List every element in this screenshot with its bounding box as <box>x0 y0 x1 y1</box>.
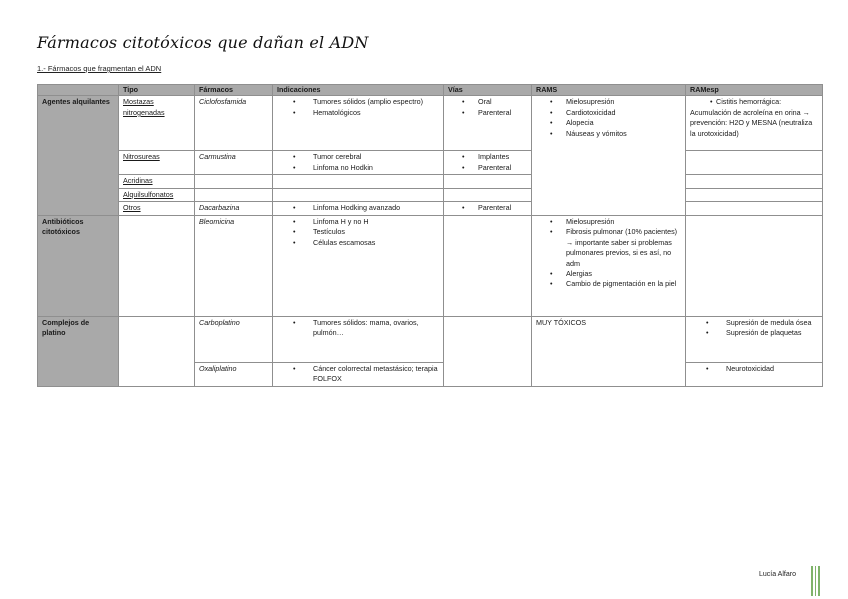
indicaciones-cell <box>273 316 444 362</box>
list-item: • Hematológicos <box>277 108 439 118</box>
ramesp-cell <box>686 188 823 201</box>
table-row <box>38 215 823 316</box>
farmaco-cell: Carmustina <box>195 151 273 175</box>
tipo-cell: Acridinas <box>119 175 195 188</box>
table-row <box>38 202 823 215</box>
green-line <box>815 566 817 596</box>
header-cell <box>38 85 119 96</box>
list-item: • Células escamosas <box>277 238 439 248</box>
table-row <box>38 188 823 201</box>
table-row <box>38 316 823 362</box>
table-row <box>38 175 823 188</box>
list-item: • Alopecia <box>536 118 681 128</box>
author-name: Lucía Alfaro <box>759 571 796 578</box>
vias-cell <box>444 188 532 201</box>
list-item: • Supresión de medula ósea <box>690 318 818 328</box>
list-item: • Parenteral <box>448 203 527 213</box>
ramesp-cell <box>686 202 823 215</box>
list-item: • Alergias <box>536 269 681 279</box>
tipo-cell: Alquilsulfonatos <box>119 188 195 201</box>
ramesp-cell <box>686 316 823 362</box>
vias-cell <box>444 202 532 215</box>
tipo-cell: Nitrosureas <box>119 151 195 175</box>
header-cell: RAMesp <box>686 85 823 96</box>
table-row <box>38 96 823 151</box>
group-label-antibioticos: Antibióticos citotóxicos <box>38 215 119 316</box>
ramesp-cell <box>686 151 823 175</box>
indicaciones-cell <box>273 215 444 316</box>
tipo-cell: Otros <box>119 202 195 215</box>
indicaciones-cell <box>273 362 444 386</box>
list-item: • Neurotoxicidad <box>690 364 818 374</box>
ramesp-text: Acumulación de acroleína en orina → prevención: H2O y MESNA (neutraliza la urotoxicidad) <box>690 107 813 138</box>
farmaco-cell: Ciclofosfamida <box>195 96 273 151</box>
table-header-row <box>38 85 823 96</box>
indicaciones-cell <box>273 202 444 215</box>
farmaco-cell: Dacarbazina <box>195 202 273 215</box>
ramesp-cell <box>686 362 823 386</box>
farmaco-cell: Carboplatino <box>195 316 273 362</box>
indicaciones-cell <box>273 96 444 151</box>
group-label-alquilantes: Agentes alquilantes <box>38 96 119 215</box>
farmaco-cell: Oxaliplatino <box>195 362 273 386</box>
vias-cell <box>444 96 532 151</box>
decorative-green-lines <box>811 566 820 596</box>
list-item: • Linfoma H y no H <box>277 217 439 227</box>
section-subtitle: 1.- Fármacos que fragmentan el ADN <box>37 64 162 73</box>
group-label-platino: Complejos de platino <box>38 316 119 386</box>
list-item: • Cáncer colorrectal metastásico; terapia FOLFOX <box>277 364 439 385</box>
header-cell: Tipo <box>119 85 195 96</box>
ramesp-cell <box>686 175 823 188</box>
ramesp-cell <box>686 215 823 316</box>
page-title: Fármacos citotóxicos que dañan el ADN <box>37 33 369 52</box>
list-item: • Linfoma Hodking avanzado <box>277 203 439 213</box>
list-item: • Mielosupresión <box>536 97 681 107</box>
vias-cell <box>444 151 532 175</box>
green-line <box>811 566 813 596</box>
header-cell: Vías <box>444 85 532 96</box>
list-item: • Mielosupresión <box>536 217 681 227</box>
list-item: • Linfoma no Hodkin <box>277 163 439 173</box>
list-item: • Cambio de pigmentación en la piel <box>536 279 681 289</box>
rams-cell <box>532 96 686 215</box>
list-item: • Tumores sólidos (amplio espectro) <box>277 97 439 107</box>
list-item: • Supresión de plaquetas <box>690 328 818 338</box>
drugs-table <box>37 84 823 387</box>
rams-cell: MUY TÓXICOS <box>532 316 686 386</box>
list-item: • Cistitis hemorrágica: <box>690 97 818 107</box>
vias-cell <box>444 316 532 386</box>
tipo-cell <box>119 316 195 386</box>
farmaco-cell: Bleomicina <box>195 215 273 316</box>
list-item: • Náuseas y vómitos <box>536 129 681 139</box>
list-item: • Fibrosis pulmonar (10% pacientes) → importante saber si problemas pulmonares previos, si es así, no adm <box>536 227 681 269</box>
list-item: • Testículos <box>277 227 439 237</box>
table-row <box>38 151 823 175</box>
list-item: • Tumor cerebral <box>277 152 439 162</box>
header-cell: Indicaciones <box>273 85 444 96</box>
farmaco-cell <box>195 188 273 201</box>
list-item: • Cardiotoxicidad <box>536 108 681 118</box>
tipo-cell <box>119 215 195 316</box>
ramesp-cell <box>686 96 823 151</box>
rams-cell <box>532 215 686 316</box>
indicaciones-cell <box>273 151 444 175</box>
indicaciones-cell <box>273 188 444 201</box>
list-item: • Implantes <box>448 152 527 162</box>
farmaco-cell <box>195 175 273 188</box>
header-cell: RAMS <box>532 85 686 96</box>
list-item: • Parenteral <box>448 108 527 118</box>
list-item: • Oral <box>448 97 527 107</box>
header-cell: Fármacos <box>195 85 273 96</box>
vias-cell <box>444 175 532 188</box>
green-line <box>818 566 820 596</box>
tipo-cell: Mostazas nitrogenadas <box>119 96 195 151</box>
indicaciones-cell <box>273 175 444 188</box>
list-item: • Tumores sólidos: mama, ovarios, pulmón… <box>277 318 439 339</box>
vias-cell <box>444 215 532 316</box>
list-item: • Parenteral <box>448 163 527 173</box>
